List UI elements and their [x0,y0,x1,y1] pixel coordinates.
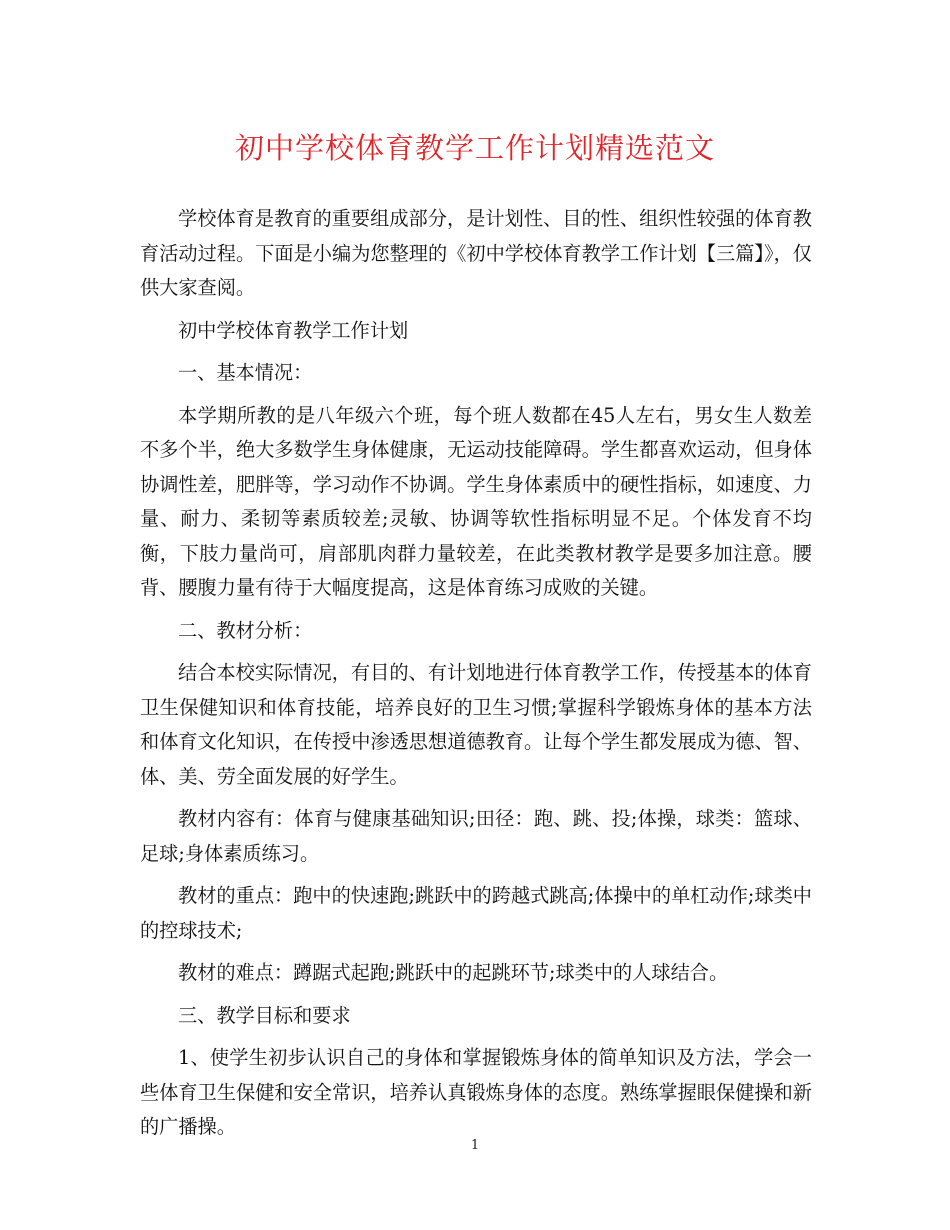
paragraph-material-analysis: 结合本校实际情况，有目的、有计划地进行体育教学工作，传授基本的体育卫生保健知识和体育技能，培养良好的卫生习惯;掌握科学锻炼身体的基本方法和体育文化知识，在传授中渗透思想道德教育。让每个学生都发展成为德、智、体、美、劳全面发展的好学生。 [140,661,812,788]
section-heading-goals: 三、教学目标和要求 [178,1003,351,1027]
paragraph-material-difficulties: 教材的难点：蹲踞式起跑;跳跃中的起跳环节;球类中的人球结合。 [178,961,729,984]
paragraph-material-key-points: 教材的重点：跑中的快速跑;跳跃中的跨越式跳高;体操中的单杠动作;球类中的控球技术; [140,884,812,942]
paragraph-basic-situation: 本学期所教的是八年级六个班，每个班人数都在45人左右，男女生人数差不多个半，绝大多数学生身体健康，无运动技能障碍。学生都喜欢运动，但身体协调性差，肥胖等，学习动作不协调。学生身体素质中的硬性指标，如速度、力量、耐力、柔韧等素质较差;灵敏、协调等软性指标明显不足。个体发育不均衡，下肢力量尚可，肩部肌肉群力量较差，在此类教材教学是要多加注意。腰背、腰腹力量有待于大幅度提高，这是体育练习成败的关键。 [140,403,812,599]
document-title: 初中学校体育教学工作计划精选范文 [234,131,715,165]
paragraph-plan-heading: 初中学校体育教学工作计划 [178,318,409,342]
section-heading-material-analysis: 二、教材分析： [178,618,313,642]
paragraph-goal-1: 1、使学生初步认识自己的身体和掌握锻炼身体的简单知识及方法，学会一些体育卫生保健和安全常识，培养认真锻炼身体的态度。熟练掌握眼保健操和新的广播操。 [140,1046,812,1138]
page-number: 1 [470,1138,480,1153]
paragraph-material-content: 教材内容有：体育与健康基础知识;田径：跑、跳、投;体操，球类：篮球、足球;身体素质练习。 [140,807,812,865]
section-heading-basic-situation: 一、基本情况： [178,361,313,384]
document-body [140,202,812,1153]
paragraph-intro: 学校体育是教育的重要组成部分，是计划性、目的性、组织性较强的体育教育活动过程。下面是小编为您整理的《初中学校体育教学工作计划【三篇】》，仅供大家查阅。 [140,207,812,299]
